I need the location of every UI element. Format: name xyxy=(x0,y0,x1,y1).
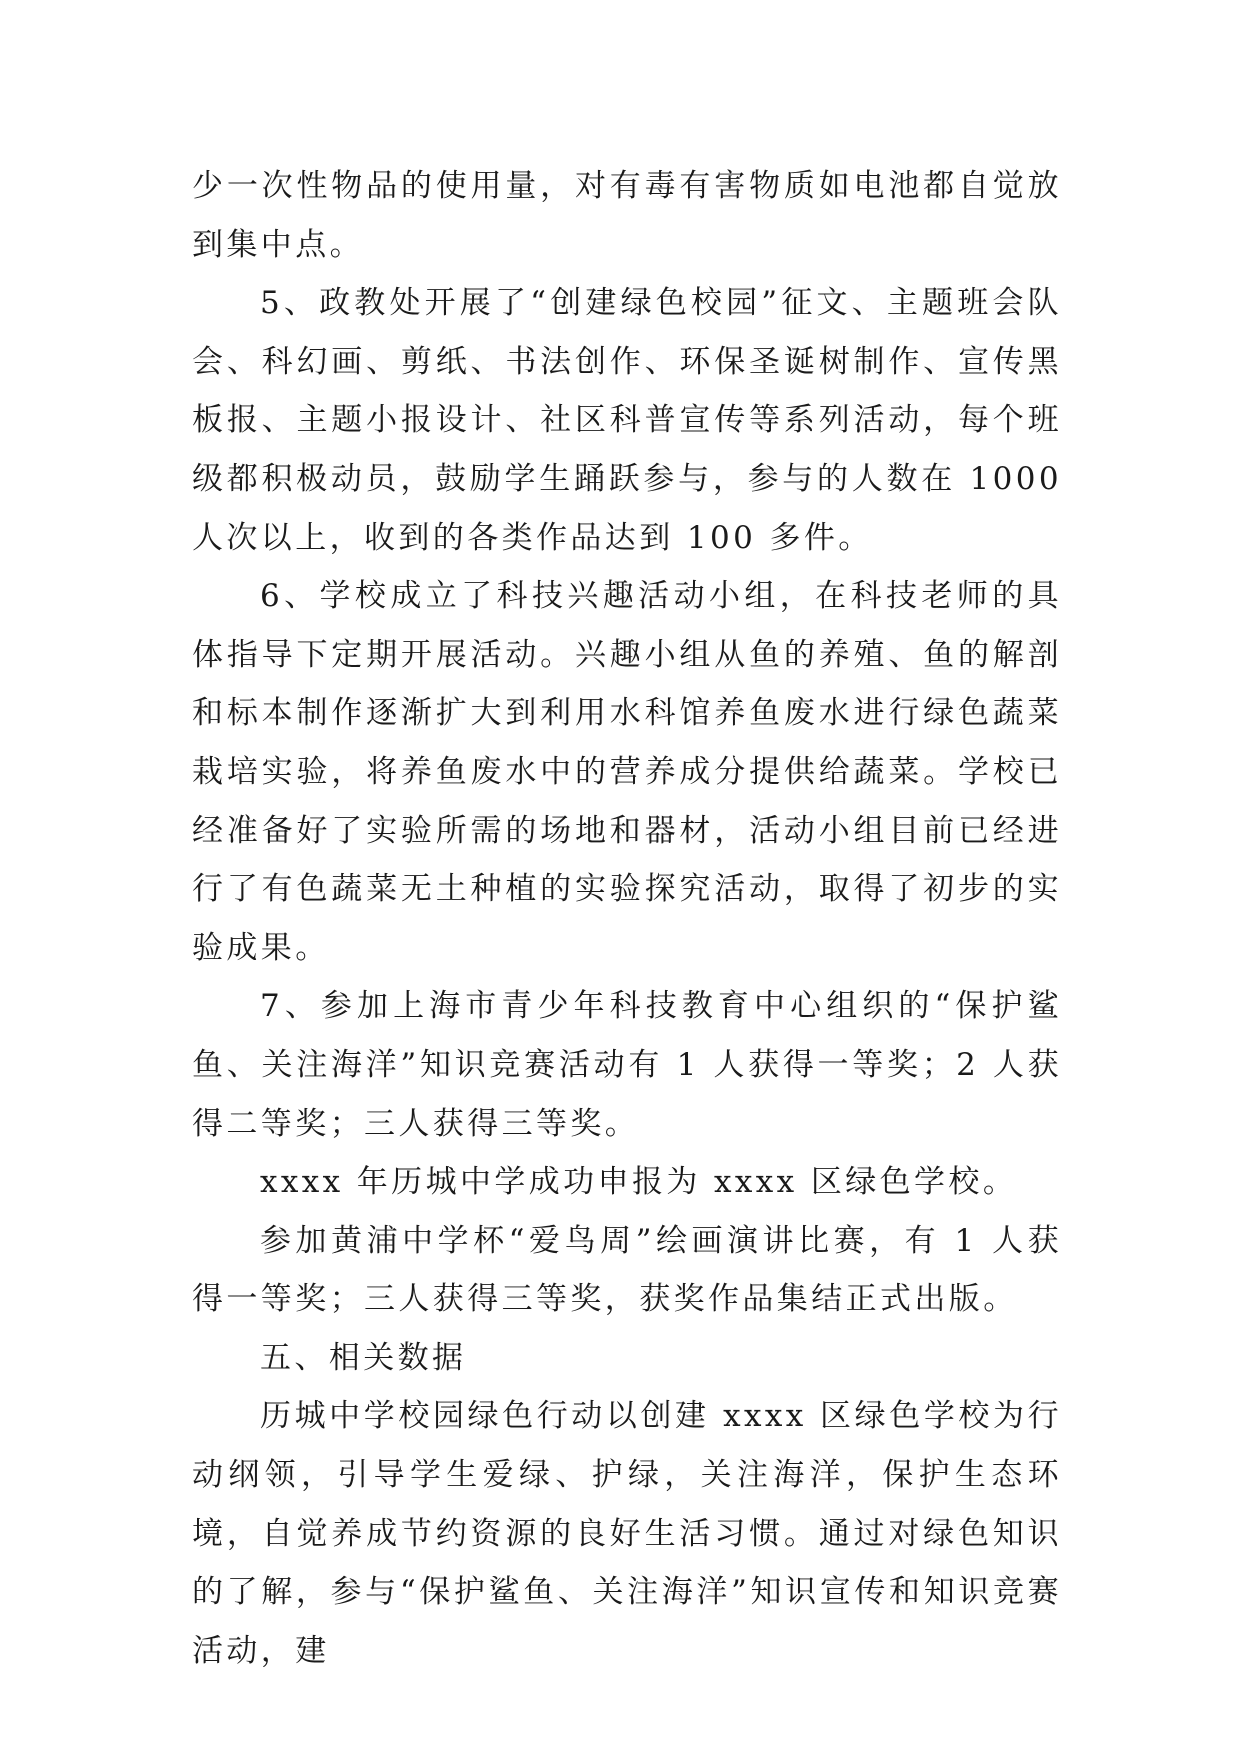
paragraph-continuation: 少一次性物品的使用量，对有毒有害物质如电池都自觉放到集中点。 xyxy=(192,168,1062,263)
paragraph-item-5: 5、政教处开展了“创建绿色校园”征文、主题班会队会、科幻画、剪纸、书法创作、环保圣诞树制作、宣传黑板报、主题小报设计、社区科普宣传等系列活动，每个班级都积极动员，鼓励学生踊跃参与，参与的人数在 1000 人次以上，收到的各类作品达到 100 多件。 xyxy=(192,285,1062,556)
paragraph-green-action: 历城中学校园绿色行动以创建 xxxx 区绿色学校为行动纲领，引导学生爱绿、护绿，关注海洋，保护生态环境，自觉养成节约资源的良好生活习惯。通过对绿色知识的了解，参与“保护鲨鱼、关注海洋”知识宣传和知识竞赛活动，建 xyxy=(192,1398,1062,1669)
section-heading-related-data: 五、相关数据 xyxy=(260,1339,467,1376)
document-body xyxy=(192,157,1062,1680)
paragraph-bird-week: 参加黄浦中学杯“爱鸟周”绘画演讲比赛，有 1 人获得一等奖；三人获得三等奖，获奖作品集结正式出版。 xyxy=(192,1222,1062,1318)
paragraph-green-school: xxxx 年历城中学成功申报为 xxxx 区绿色学校。 xyxy=(260,1164,1018,1201)
paragraph-item-6: 6、学校成立了科技兴趣活动小组，在科技老师的具体指导下定期开展活动。兴趣小组从鱼的养殖、鱼的解剖和标本制作逐渐扩大到利用水科馆养鱼废水进行绿色蔬菜栽培实验，将养鱼废水中的营养成分提供给蔬菜。学校已经准备好了实验所需的场地和器材，活动小组目前已经进行了有色蔬菜无土种植的实验探究活动，取得了初步的实验成果。 xyxy=(192,578,1062,966)
paragraph-item-7: 7、参加上海市青少年科技教育中心组织的“保护鲨鱼、关注海洋”知识竞赛活动有 1 人获得一等奖；2 人获得二等奖；三人获得三等奖。 xyxy=(192,988,1062,1142)
